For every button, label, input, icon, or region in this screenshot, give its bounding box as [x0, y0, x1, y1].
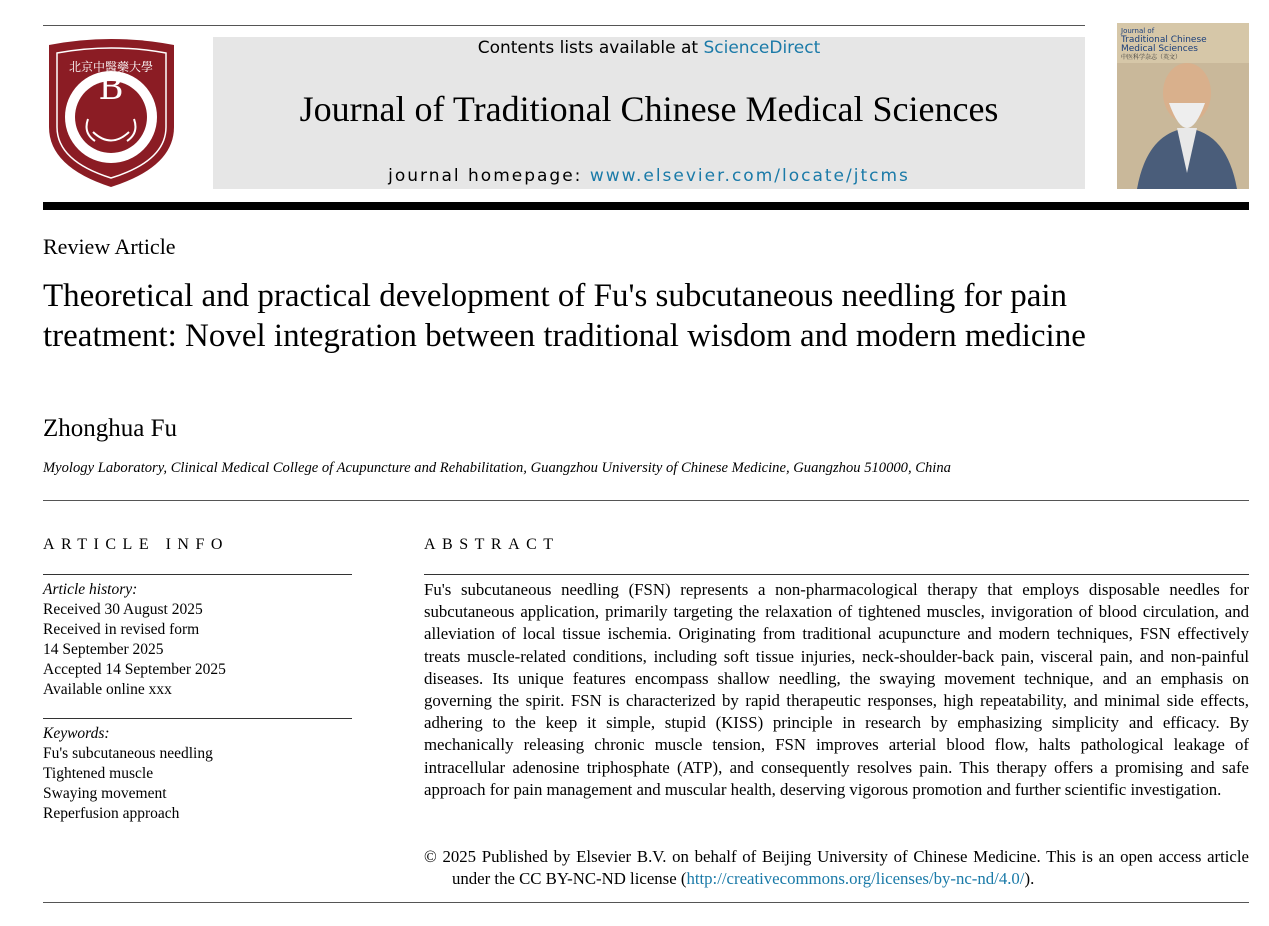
keywords-rule	[43, 718, 352, 719]
journal-cover-image	[1117, 23, 1249, 189]
article-title: Theoretical and practical development of Fu's subcutaneous needling for pain treatment: Novel integration between traditional wisdom and modern medicine	[43, 278, 1086, 354]
keyword-item: Swaying movement	[43, 785, 167, 802]
homepage-line	[213, 165, 1085, 187]
svg-text:中医科学杂志（英文）: 中医科学杂志（英文）	[1121, 54, 1182, 61]
header-thick-rule	[43, 202, 1249, 210]
history-item: 14 September 2025	[43, 641, 164, 658]
history-label: Article history:	[43, 581, 138, 598]
keyword-item: Reperfusion approach	[43, 805, 180, 822]
abstract-rule	[424, 574, 1249, 575]
keyword-item: Fu's subcutaneous needling	[43, 745, 213, 762]
article-history	[43, 580, 353, 700]
copyright-prefix: © 2025 Published by Elsevier B.V. on behalf of Beijing University of Chinese Medicine. This is an open access article under the CC BY-NC-ND license (	[424, 847, 1249, 889]
copyright-notice	[424, 846, 1249, 890]
bottom-rule	[43, 902, 1249, 903]
article-info-rule	[43, 574, 352, 575]
journal-banner	[213, 37, 1085, 189]
abstract-heading: ABSTRACT	[424, 536, 560, 553]
contents-prefix: Contents lists available at	[477, 38, 704, 58]
license-link[interactable]: http://creativecommons.org/licenses/by-nc-nd/4.0/	[686, 869, 1025, 889]
keywords-label: Keywords:	[43, 725, 110, 742]
journal-homepage-link[interactable]: www.elsevier.com/locate/jtcms	[589, 166, 910, 186]
top-rule	[43, 25, 1085, 26]
history-item: Received in revised form	[43, 621, 200, 638]
author-affiliation: Myology Laboratory, Clinical Medical College of Acupuncture and Rehabilitation, Guangzhou University of Chinese Medicine, Guangzhou 510000, China	[43, 460, 951, 476]
abstract-text: Fu's subcutaneous needling (FSN) represents a non-pharmacological therapy that employs disposable needles for subcutaneous application, primarily targeting the relaxation of tightened muscles, invigoration of blood circulation, and alleviation of local tissue ischemia. Originating from traditional acupuncture and modern techniques, FSN effectively treats muscle-related conditions, including soft tissue injuries, neck-shoulder-back pain, visceral pain, and non-painful diseases. Its unique features encompass shallow needling, the swaying movement technique, and an emphasis on governing the spirit. FSN is characterized by rapid therapeutic responses, high repeatability, and minimal side effects, adhering to the keep it simple, stupid (KISS) principle in research by emphasizing simplicity and efficacy. By mechanically releasing chronic muscle tension, FSN improves arterial blood flow, halts pathological leakage of intracellular adenosine triphosphate (ATP), and consequently resolves pain. This therapy offers a promising and safe approach for pain management and muscular health, deserving vigorous promotion and further scientific investigation.	[424, 580, 1249, 799]
university-seal-logo	[43, 37, 180, 189]
copyright-suffix: ).	[1024, 869, 1035, 889]
svg-text:Traditional Chinese: Traditional Chinese	[1121, 35, 1207, 45]
seal-top-text: 北京中醫藥大學	[68, 60, 154, 74]
history-item: Accepted 14 September 2025	[43, 661, 226, 678]
keywords-list	[43, 724, 353, 824]
keyword-item: Tightened muscle	[43, 765, 154, 782]
seal-year: 1956	[99, 154, 123, 164]
history-item: Available online xxx	[43, 681, 172, 698]
svg-text:B: B	[98, 68, 124, 108]
history-item: Received 30 August 2025	[43, 601, 203, 618]
svg-text:Medical Sciences: Medical Sciences	[1121, 44, 1198, 54]
article-type: Review Article	[43, 234, 176, 259]
section-rule	[43, 500, 1249, 501]
contents-line	[213, 37, 1085, 59]
author-name[interactable]: Zhonghua Fu	[43, 415, 178, 442]
svg-text:Journal of: Journal of	[1121, 27, 1155, 35]
homepage-prefix: journal homepage:	[388, 166, 590, 186]
journal-title: Journal of Traditional Chinese Medical Sciences	[299, 89, 999, 129]
sciencedirect-link[interactable]: ScienceDirect	[703, 38, 821, 58]
article-info-heading: ARTICLE INFO	[43, 536, 229, 553]
